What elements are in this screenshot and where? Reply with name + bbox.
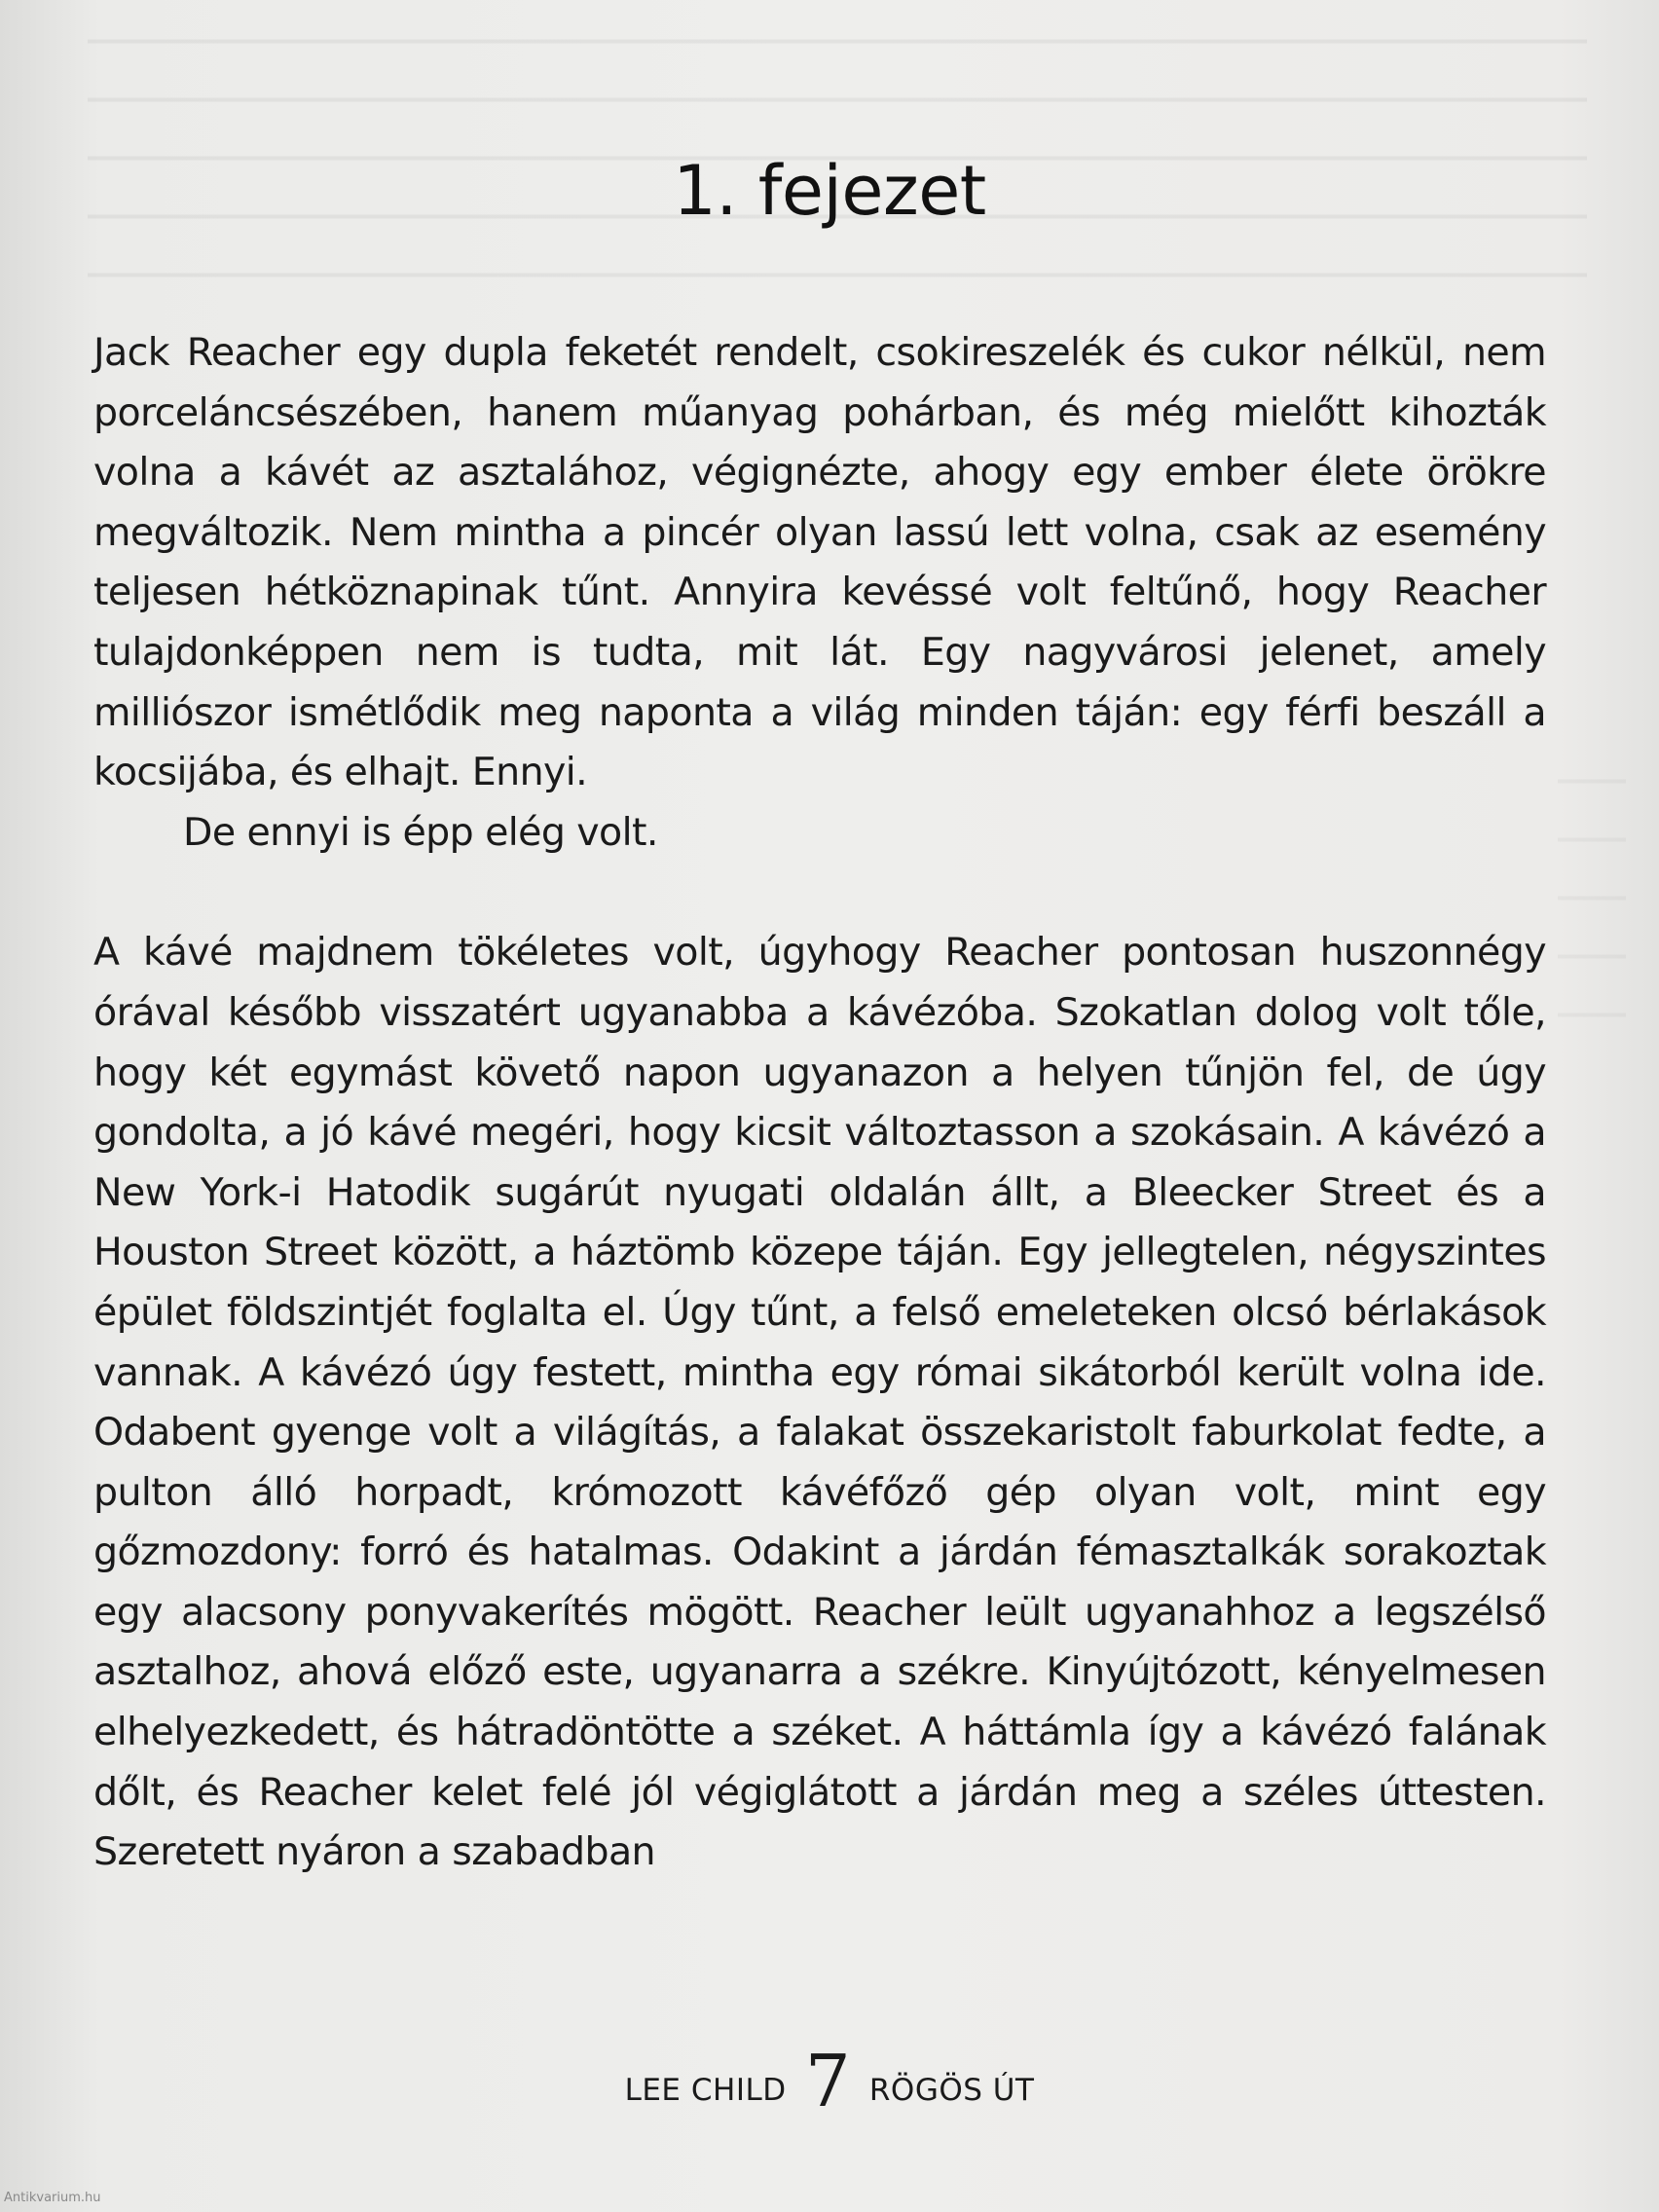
paragraph: Jack Reacher egy dupla feketét rendelt, csokireszelék és cukor nélkül, nem porceláncsészében, hanem műanyag pohárban, és még mielőtt kihozták volna a kávét az asztalához, végignézte, ahogy egy ember élete örökre megváltozik. Nem mintha a pincér olyan lassú lett volna, csak az esemény teljesen hétköznapinak tűnt. Annyira kevéssé volt feltűnő, hogy Reacher tulajdonképpen nem is tudta, mit lát. Egy nagyvárosi jelenet, amely milliószor ismétlődik meg naponta a világ minden táján: egy férfi beszáll a kocsijába, és elhajt. Ennyi. bbox=[93, 330, 1546, 795]
paragraph: De ennyi is épp elég volt. bbox=[183, 809, 658, 855]
paragraph: A kávé majdnem tökéletes volt, úgyhogy Reacher pontosan huszonnégy órával később visszatért ugyanabba a kávézóba. Szokatlan dolog volt tőle, hogy két egymást követő napon ugyanazon a helyen tűnjön fel, de úgy gondolta, a jó kávé megéri, hogy kicsit változtasson a szokásain. A kávézó a New York-i Hatodik sugárút nyugati oldalán állt, a Bleecker Street és a Houston Street között, a háztömb közepe táján. Egy jellegtelen, négyszintes épület földszintjét foglalta el. Úgy tűnt, a felső emeleteken olcsó bérlakások vannak. A kávézó úgy festett, mintha egy római sikátorból került volna ide. Odabent gyenge volt a világítás, a falakat összekaristolt faburkolat fedte, a pulton álló horpadt, krómozott kávéfőző gép olyan volt, mint egy gőzmozdony: forró és hatalmas. Odakint a járdán fémasztalkák sorakoztak egy alacsony ponyvakerítés mögött. Reacher leült ugyanahhoz a legszélső asztalhoz, ahová előző este, ugyanarra a székre. Kinyújtózott, kényelmesen elhelyezkedett, és hátradöntötte a széket. A háttámla így a kávézó falának dőlt, és Reacher kelet felé jól végiglátott a járdán meg a széles úttesten. Szeretett nyáron a szabadban bbox=[93, 930, 1546, 1875]
body-text bbox=[93, 323, 1546, 1883]
footer-book-title: RÖGÖS ÚT bbox=[868, 2073, 1035, 2108]
chapter-title: 1. fejezet bbox=[673, 151, 986, 231]
bleed-through-margin bbox=[1558, 740, 1626, 1051]
page-number: 7 bbox=[804, 2040, 851, 2123]
watermark: Antikvarium.hu bbox=[4, 2191, 101, 2205]
page-footer bbox=[0, 2040, 1659, 2123]
footer-author: LEE CHILD bbox=[624, 2073, 787, 2108]
